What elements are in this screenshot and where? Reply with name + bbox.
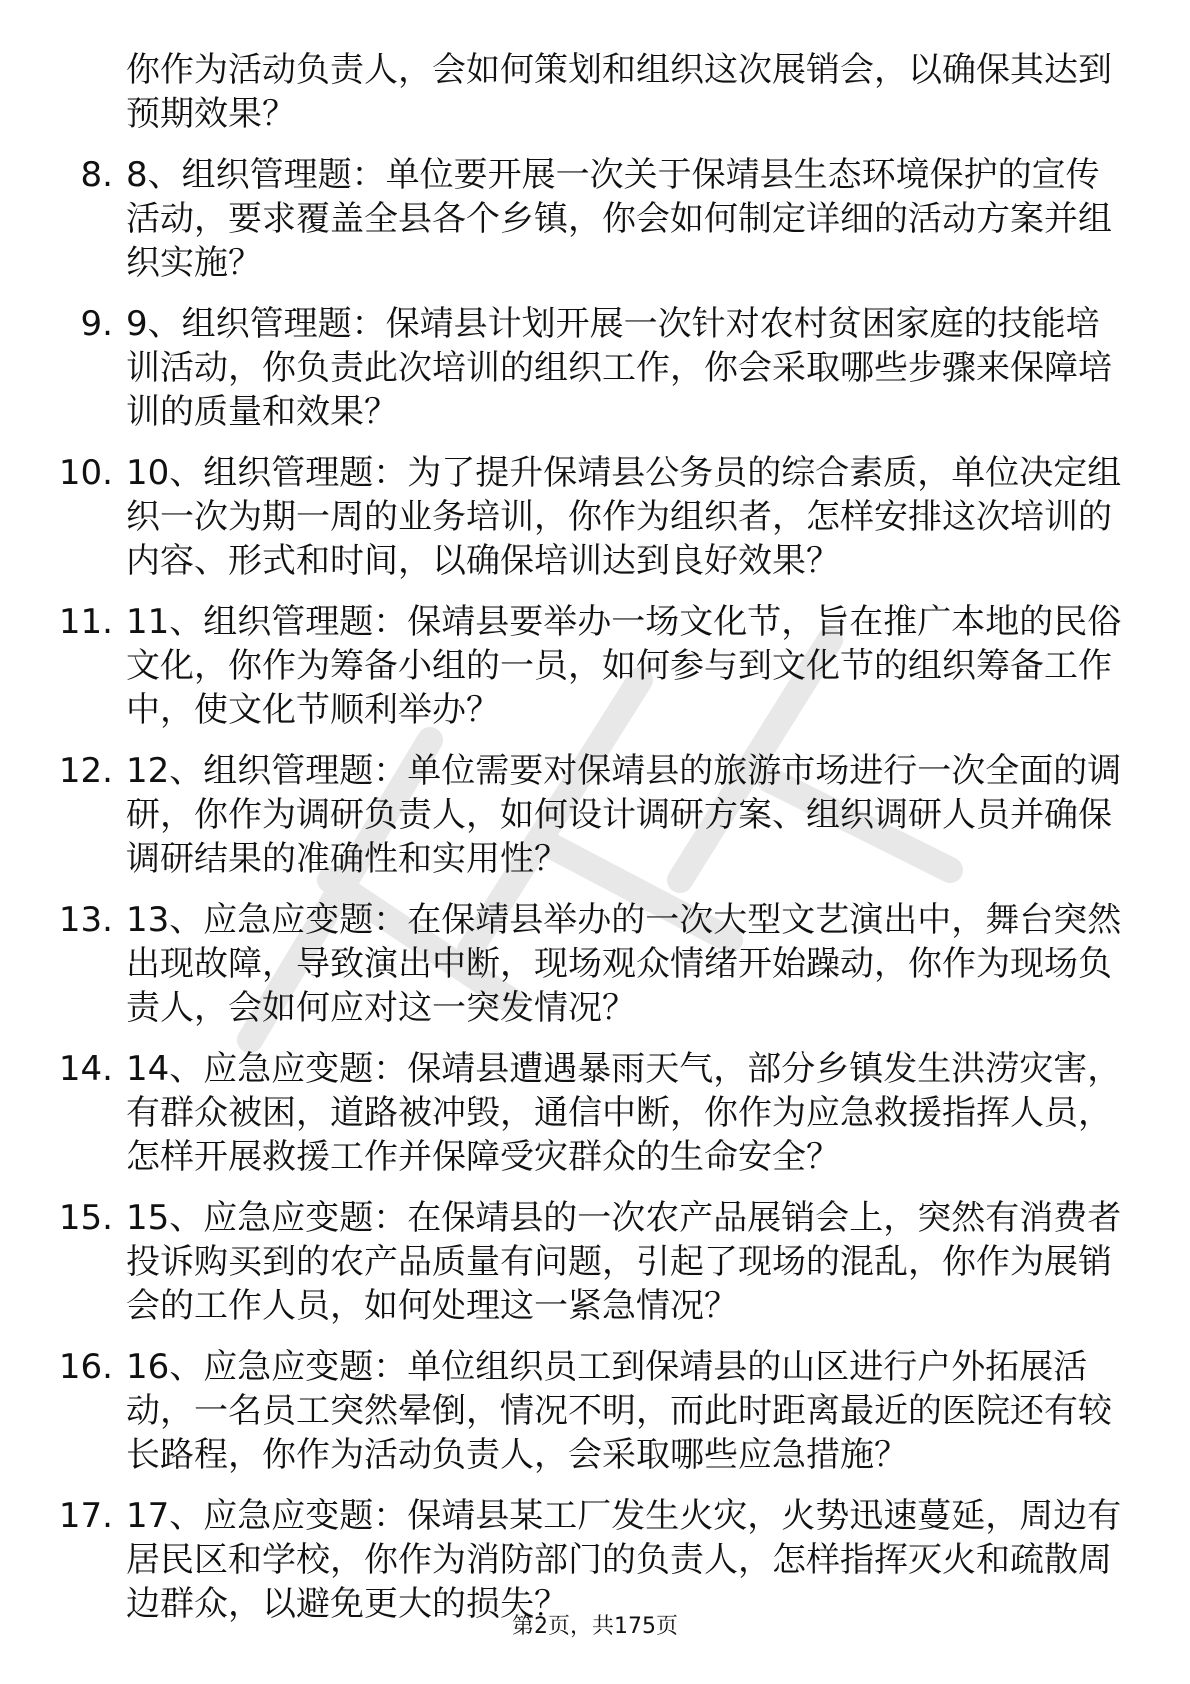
- list-item-text: 8、组织管理题：单位要开展一次关于保靖县生态环境保护的宣传活动，要求覆盖全县各个乡镇，你会如何制定详细的活动方案并组织实施？: [126, 155, 1112, 283]
- list-item-number: 16.: [58, 1347, 113, 1387]
- list-item: [0, 153, 1190, 285]
- list-item-text: 10、组织管理题：为了提升保靖县公务员的综合素质，单位决定组织一次为期一周的业务培训，你作为组织者，怎样安排这次培训的内容、形式和时间，以确保培训达到良好效果？: [126, 453, 1122, 581]
- list-item-number: 14.: [58, 1049, 113, 1089]
- page-footer: 第2页，共175页: [512, 1614, 678, 1639]
- list-item-number: 12.: [58, 751, 113, 791]
- list-item: [0, 1345, 1190, 1477]
- list-item: [0, 1047, 1190, 1179]
- list-item-number: 17.: [58, 1496, 113, 1536]
- list-item-number: 10.: [58, 453, 113, 493]
- list-item-number: 9.: [80, 304, 113, 344]
- list-item-text: 11、组织管理题：保靖县要举办一场文化节，旨在推广本地的民俗文化，你作为筹备小组的一员，如何参与到文化节的组织筹备工作中，使文化节顺利举办？: [126, 602, 1122, 730]
- continuation-text: 你作为活动负责人，会如何策划和组织这次展销会，以确保其达到预期效果？: [126, 50, 1112, 134]
- list-item-text: 17、应急应变题：保靖县某工厂发生火灾，火势迅速蔓延，周边有居民区和学校，你作为消防部门的负责人，怎样指挥灭火和疏散周边群众，以避免更大的损失？: [126, 1496, 1122, 1624]
- list-item-number: 13.: [58, 900, 113, 940]
- list-item: [0, 749, 1190, 881]
- list-item-text: 15、应急应变题：在保靖县的一次农产品展销会上，突然有消费者投诉购买到的农产品质量有问题，引起了现场的混乱，你作为展销会的工作人员，如何处理这一紧急情况？: [126, 1198, 1122, 1326]
- list-item: [0, 302, 1190, 434]
- list-item: [0, 600, 1190, 732]
- list-item-text: 9、组织管理题：保靖县计划开展一次针对农村贫困家庭的技能培训活动，你负责此次培训的组织工作，你会采取哪些步骤来保障培训的质量和效果？: [126, 304, 1112, 432]
- list-item-number: 8.: [80, 155, 113, 195]
- list-item: [0, 898, 1190, 1030]
- list-item: [0, 1196, 1190, 1328]
- list-item-text: 16、应急应变题：单位组织员工到保靖县的山区进行户外拓展活动，一名员工突然晕倒，情况不明，而此时距离最近的医院还有较长路程，你作为活动负责人，会采取哪些应急措施？: [126, 1347, 1112, 1475]
- list-item-number: 15.: [58, 1198, 113, 1238]
- list-item: [0, 1494, 1190, 1626]
- document-body: [0, 48, 1190, 1643]
- list-item-number: 11.: [58, 602, 113, 642]
- list-item: [0, 451, 1190, 583]
- list-item-text: 14、应急应变题：保靖县遭遇暴雨天气，部分乡镇发生洪涝灾害，有群众被困，道路被冲毁，通信中断，你作为应急救援指挥人员，怎样开展救援工作并保障受灾群众的生命安全？: [126, 1049, 1122, 1177]
- list-item-text: 12、组织管理题：单位需要对保靖县的旅游市场进行一次全面的调研，你作为调研负责人，如何设计调研方案、组织调研人员并确保调研结果的准确性和实用性？: [126, 751, 1122, 879]
- list-item-text: 13、应急应变题：在保靖县举办的一次大型文艺演出中，舞台突然出现故障，导致演出中断，现场观众情绪开始躁动，你作为现场负责人，会如何应对这一突发情况？: [126, 900, 1122, 1028]
